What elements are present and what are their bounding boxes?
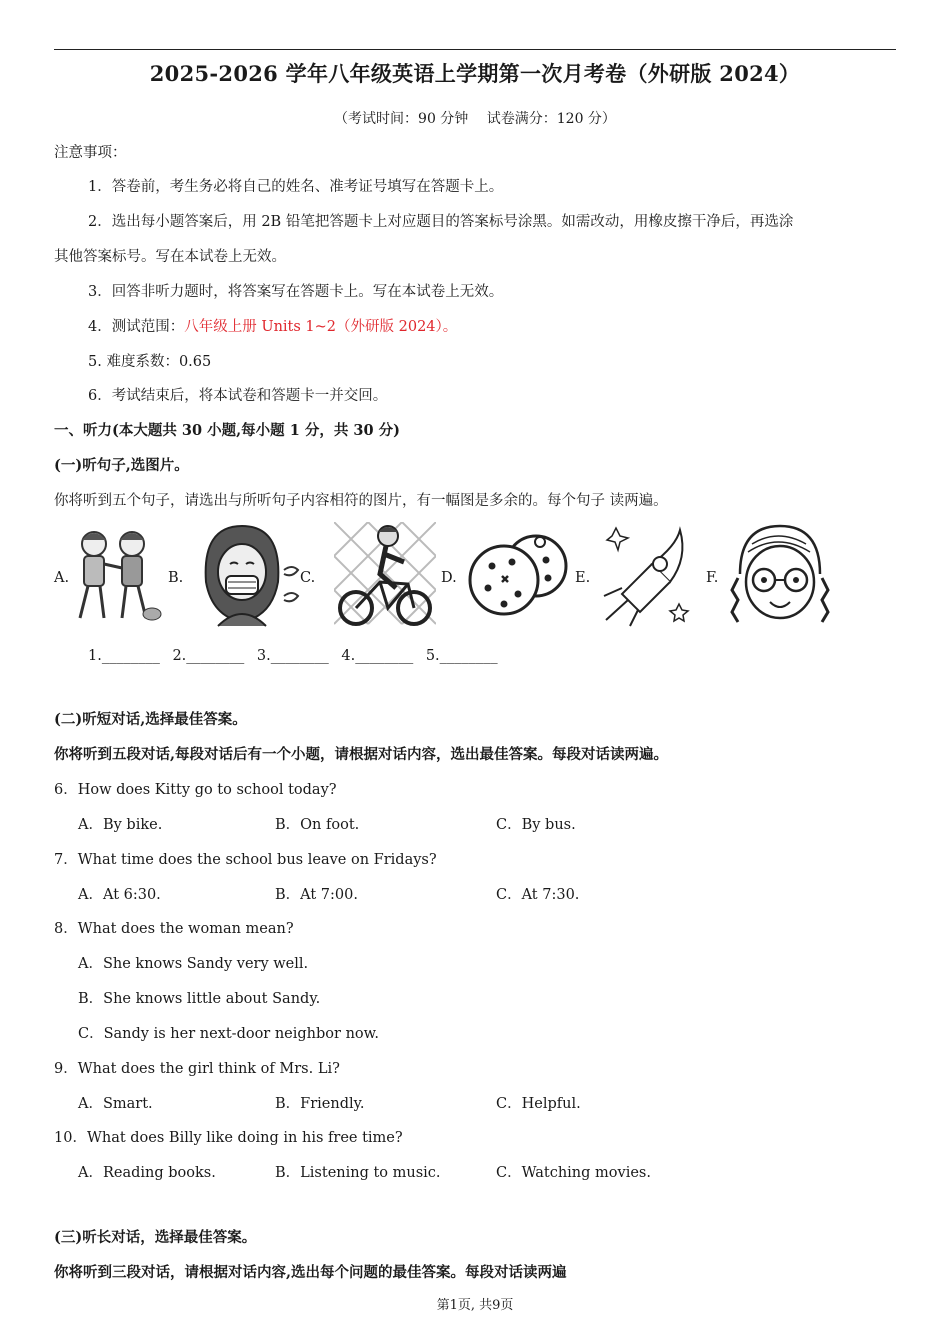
option-10c[interactable]: C．Watching movies.: [496, 1165, 651, 1181]
answer-blank[interactable]: 2.________: [172, 648, 245, 664]
answer-blank[interactable]: 1.________: [88, 648, 160, 664]
scope-value: 八年级上册 Units 1~2（外研版 2024）。: [184, 319, 458, 335]
pic-label-a: A.: [54, 570, 70, 586]
question-6: 6．How does Kitty go to school today?: [54, 782, 337, 798]
notice-item-4: [88, 317, 457, 337]
option-10b[interactable]: B．Listening to music.: [275, 1165, 441, 1181]
notice-item-5: 5. 难度系数：0.65: [88, 354, 212, 370]
cookies-image: [466, 522, 570, 627]
cough-puffs-icon: [264, 522, 304, 627]
option-8a[interactable]: A．She knows Sandy very well.: [78, 956, 309, 972]
notice-item-3: 3．回答非听力题时，将答案写在答题卡上。写在本试卷上无效。: [88, 284, 504, 300]
answer-blank[interactable]: 3.________: [256, 648, 329, 664]
pic-label-f: F.: [706, 570, 719, 586]
option-6c[interactable]: C．By bus.: [496, 817, 576, 833]
girl-with-glasses-image: [726, 522, 832, 630]
section-1-heading: 一、听力(本大题共 30 小题,每小题 1 分，共 30 分): [54, 422, 401, 439]
option-9b[interactable]: B．Friendly.: [275, 1096, 365, 1112]
option-10a[interactable]: A．Reading books.: [78, 1165, 216, 1181]
exam-info: （考试时间：90 分钟 试卷满分：120 分）: [334, 111, 616, 127]
page-title: 2025-2026 学年八年级英语上学期第一次月考卷（外研版 2024）: [149, 61, 801, 86]
answer-blank[interactable]: 4.________: [341, 648, 414, 664]
option-6a[interactable]: A．By bike.: [78, 817, 163, 833]
part-1-instructions: 你将听到五个句子，请选出与所听句子内容相符的图片，有一幅图是多余的。每个句子 读两遍。: [54, 493, 668, 509]
pic-label-c: C.: [300, 570, 316, 586]
boy-riding-bike-image: [334, 522, 436, 632]
part-2-instructions: 你将听到五段对话,每段对话后有一个小题，请根据对话内容，选出最佳答案。每段对话读两遍。: [54, 746, 669, 763]
pic-label-d: D.: [441, 570, 457, 586]
option-7a[interactable]: A．At 6:30.: [78, 887, 161, 903]
option-9c[interactable]: C．Helpful.: [496, 1096, 581, 1112]
picture-options: [54, 522, 854, 634]
scope-label: 4．测试范围：: [88, 319, 185, 335]
notice-item-2-cont: 其他答案标号。写在本试卷上无效。: [54, 249, 286, 265]
notice-item-1: 1．答卷前，考生务必将自己的姓名、准考证号填写在答题卡上。: [88, 179, 504, 195]
part-1-heading: (一)听句子,选图片。: [54, 457, 189, 474]
part-3-heading: (三)听长对话，选择最佳答案。: [54, 1229, 257, 1246]
option-9a[interactable]: A．Smart.: [78, 1096, 153, 1112]
option-7b[interactable]: B．At 7:00.: [275, 887, 358, 903]
notice-item-2: 2．选出每小题答案后，用 2B 铅笔把答题卡上对应题目的答案标号涂黑。如需改动，用橡皮擦干净后，再选涂: [88, 214, 794, 230]
option-8c[interactable]: C．Sandy is her next-door neighbor now.: [78, 1026, 379, 1042]
header-rule: [54, 49, 896, 50]
option-6b[interactable]: B．On foot.: [275, 817, 360, 833]
question-7: 7．What time does the school bus leave on Fridays?: [54, 852, 437, 868]
boys-playing-image: [64, 522, 164, 627]
part-3-instructions: 你将听到三段对话，请根据对话内容,选出每个问题的最佳答案。每段对话读两遍: [54, 1264, 567, 1281]
page-number: 第1页, 共9页: [436, 1298, 514, 1313]
answer-blank[interactable]: 5.________: [425, 648, 498, 664]
question-9: 9．What does the girl think of Mrs. Li?: [54, 1061, 340, 1077]
option-8b[interactable]: B．She knows little about Sandy.: [78, 991, 321, 1007]
question-8: 8．What does the woman mean?: [54, 921, 294, 937]
notice-item-6: 6．考试结束后，将本试卷和答题卡一并交回。: [88, 388, 388, 404]
pic-label-e: E.: [575, 570, 591, 586]
notice-heading: 注意事项：: [54, 145, 127, 161]
option-7c[interactable]: C．At 7:30.: [496, 887, 580, 903]
answer-blanks: [88, 648, 506, 664]
question-10: 10．What does Billy like doing in his free time?: [54, 1130, 403, 1146]
part-2-heading: (二)听短对话,选择最佳答案。: [54, 711, 247, 728]
pic-label-b: B.: [168, 570, 184, 586]
rocket-image: [598, 522, 698, 632]
